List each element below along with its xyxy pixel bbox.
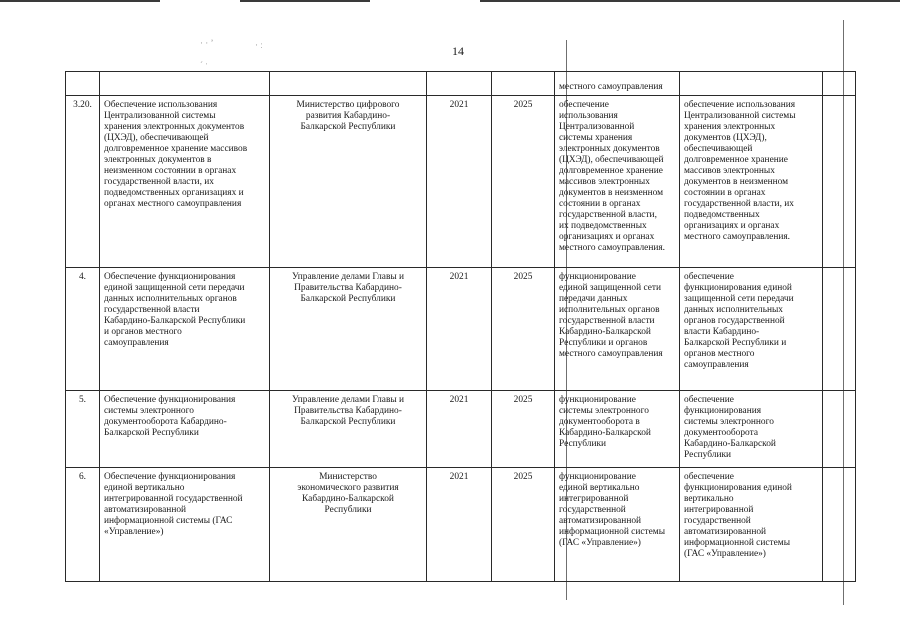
scan-speckle: · · ʼ [200,38,214,48]
scan-speckle: ˊ ˑ [200,60,208,70]
extra-cell [823,468,856,582]
result-cell: функционирование системы электронного документооборота в Кабардино-Балкарской Республики [555,391,680,468]
table-row [66,391,856,468]
scan-top-rule-mid [240,0,370,2]
measures-table [65,71,856,582]
measure-name-cell: Обеспечение использования Централизованной системы хранения электронных документов (ЦХЭД), обеспечивающей долговременное хранение массивов электронных документов в неизменном состоянии в органах государственной власти, их подведомственных организациях и органах местного самоуправления [100,96,270,268]
row-number-cell: 4. [66,268,100,391]
result-cell: функционирование единой вертикально интегрированной государственной автоматизированной информационной системы (ГАС «Управление») [555,468,680,582]
end-year-cell: 2025 [492,468,555,582]
row-number-cell [66,72,100,96]
table-row [66,96,856,268]
page-number: 14 [452,44,464,58]
row-number-cell: 3.20. [66,96,100,268]
table-row [66,72,856,96]
table-row [66,468,856,582]
scan-top-rule-right [480,0,900,2]
row-number-cell: 6. [66,468,100,582]
executor-cell: Министерство экономического развития Кабардино-Балкарской Республики [270,468,427,582]
executor-cell: Управление делами Главы и Правительства Кабардино- Балкарской Республики [270,268,427,391]
table-row [66,268,856,391]
scan-top-rule-left [0,0,160,2]
indicator-cell: обеспечение функционирования единой защищенной сети передачи данных исполнительных органов государственной власти Кабардино- Балкарской Республики и органов местного самоуправления [680,268,823,391]
indicator-cell: обеспечение использования Централизованной системы хранения электронных документов (ЦХЭД), обеспечивающей долговременное хранение массивов электронных документов в неизменном состоянии в органах государственной власти, их подведомственных организациях и органах местного самоуправления. [680,96,823,268]
measure-name-cell: Обеспечение функционирования системы электронного документооборота Кабардино- Балкарской Республики [100,391,270,468]
indicator-cell: обеспечение функционирования единой вертикально интегрированной государственной автоматизированной информационной системы (ГАС «Управление») [680,468,823,582]
extra-cell [823,391,856,468]
start-year-cell: 2021 [427,96,492,268]
extra-cell [823,72,856,96]
end-year-cell: 2025 [492,96,555,268]
measure-name-cell: Обеспечение функционирования единой защищенной сети передачи данных исполнительных органов государственной власти Кабардино-Балкарской Республики и органов местного самоуправления [100,268,270,391]
start-year-cell: 2021 [427,268,492,391]
end-year-cell: 2025 [492,391,555,468]
start-year-cell [427,72,492,96]
result-cell: функционирование единой защищенной сети передачи данных исполнительных органов государственной власти Кабардино-Балкарской Республики и органов местного самоуправления [555,268,680,391]
start-year-cell: 2021 [427,468,492,582]
executor-cell: Управление делами Главы и Правительства Кабардино- Балкарской Республики [270,391,427,468]
measure-name-cell: Обеспечение функционирования единой вертикально интегрированной государственной автоматизированной информационной системы (ГАС «Управление») [100,468,270,582]
indicator-cell: обеспечение функционирования системы электронного документооборота Кабардино-Балкарской Республики [680,391,823,468]
indicator-cell [680,72,823,96]
result-cell: местного самоуправления [555,72,680,96]
scan-speckle: · ː [255,40,263,50]
executor-cell: Министерство цифрового развития Кабардино- Балкарской Республики [270,96,427,268]
start-year-cell: 2021 [427,391,492,468]
extra-cell [823,96,856,268]
end-year-cell: 2025 [492,268,555,391]
measure-name-cell [100,72,270,96]
result-cell: обеспечение использования Централизованной системы хранения электронных документов (ЦХЭД), обеспечивающей долговременное хранение массивов электронных документов в неизменном состоянии в органах государственной власти, их подведомственных организациях и органах местного самоуправления. [555,96,680,268]
row-number-cell: 5. [66,391,100,468]
end-year-cell [492,72,555,96]
executor-cell [270,72,427,96]
extra-cell [823,268,856,391]
